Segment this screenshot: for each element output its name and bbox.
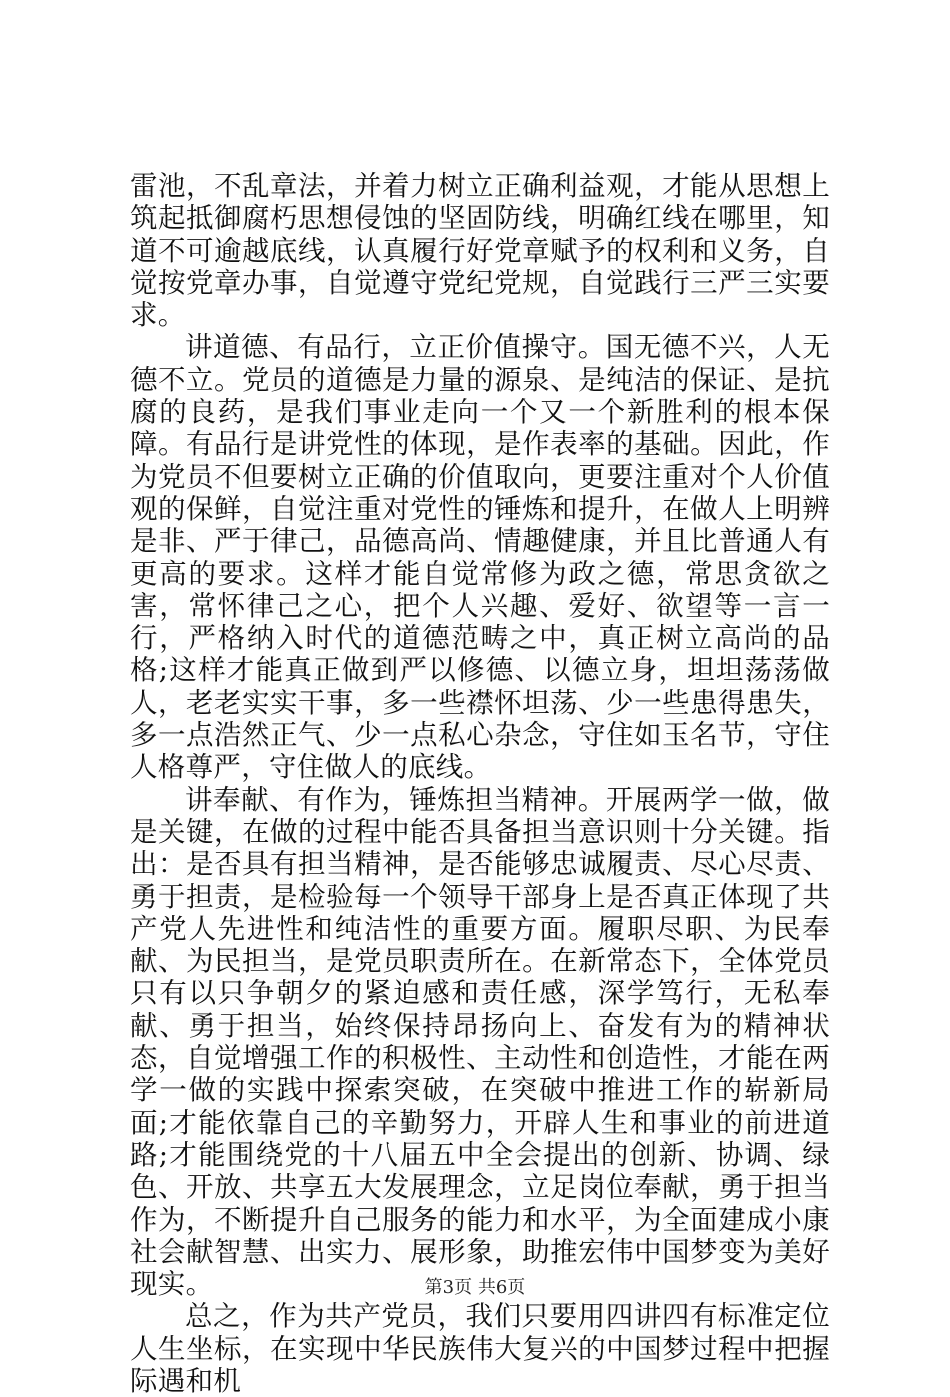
paragraph-conclusion: 总之，作为共产党员，我们只要用四讲四有标准定位人生坐标，在实现中华民族伟大复兴的中国梦过程中把握际遇和机 [130, 1300, 830, 1397]
paragraph-continuation: 雷池，不乱章法，并着力树立正确利益观，才能从思想上筑起抵御腐朽思想侵蚀的坚固防线，明确红线在哪里，知道不可逾越底线，认真履行好党章赋予的权利和义务，自觉按党章办事，自觉遵守党纪党规，自觉践行三严三实要求。 [130, 170, 830, 332]
paragraph-dedication: 讲奉献、有作为，锤炼担当精神。开展两学一做，做是关键，在做的过程中能否具备担当意识则十分关键。指出：是否具有担当精神，是否能够忠诚履责、尽心尽责、勇于担责，是检验每一个领导干部身上是否真正体现了共产党人先进性和纯洁性的重要方面。履职尽职、为民奉献、为民担当，是党员职责所在。在新常态下，全体党员只有以只争朝夕的紧迫感和责任感，深学笃行，无私奉献、勇于担当，始终保持昂扬向上、奋发有为的精神状态，自觉增强工作的积极性、主动性和创造性，才能在两学一做的实践中探索突破，在突破中推进工作的崭新局面;才能依靠自己的辛勤努力，开辟人生和事业的前进道路;才能围绕党的十八届五中全会提出的创新、协调、绿色、开放、共享五大发展理念，立足岗位奉献，勇于担当作为，不断提升自己服务的能力和水平，为全面建成小康社会献智慧、出实力、展形象，助推宏伟中国梦变为美好现实。 [130, 783, 830, 1301]
paragraph-morality: 讲道德、有品行，立正价值操守。国无德不兴，人无德不立。党员的道德是力量的源泉、是纯洁的保证、是抗腐的良药，是我们事业走向一个又一个新胜利的根本保障。有品行是讲党性的体现，是作表率的基础。因此，作为党员不但要树立正确的价值取向，更要注重对个人价值观的保鲜，自觉注重对党性的锤炼和提升，在做人上明辨是非、严于律己，品德高尚、情趣健康，并且比普通人有更高的要求。这样才能自觉常修为政之德，常思贪欲之害，常怀律己之心，把个人兴趣、爱好、欲望等一言一行，严格纳入时代的道德范畴之中，真正树立高尚的品格;这样才能真正做到严以修德、以德立身，坦坦荡荡做人，老老实实干事，多一些襟怀坦荡、少一些患得患失，多一点浩然正气、少一点私心杂念，守住如玉名节，守住人格尊严，守住做人的底线。 [130, 331, 830, 784]
page-number-footer: 第3页 共6页 [424, 1277, 526, 1298]
document-body [130, 170, 830, 1397]
